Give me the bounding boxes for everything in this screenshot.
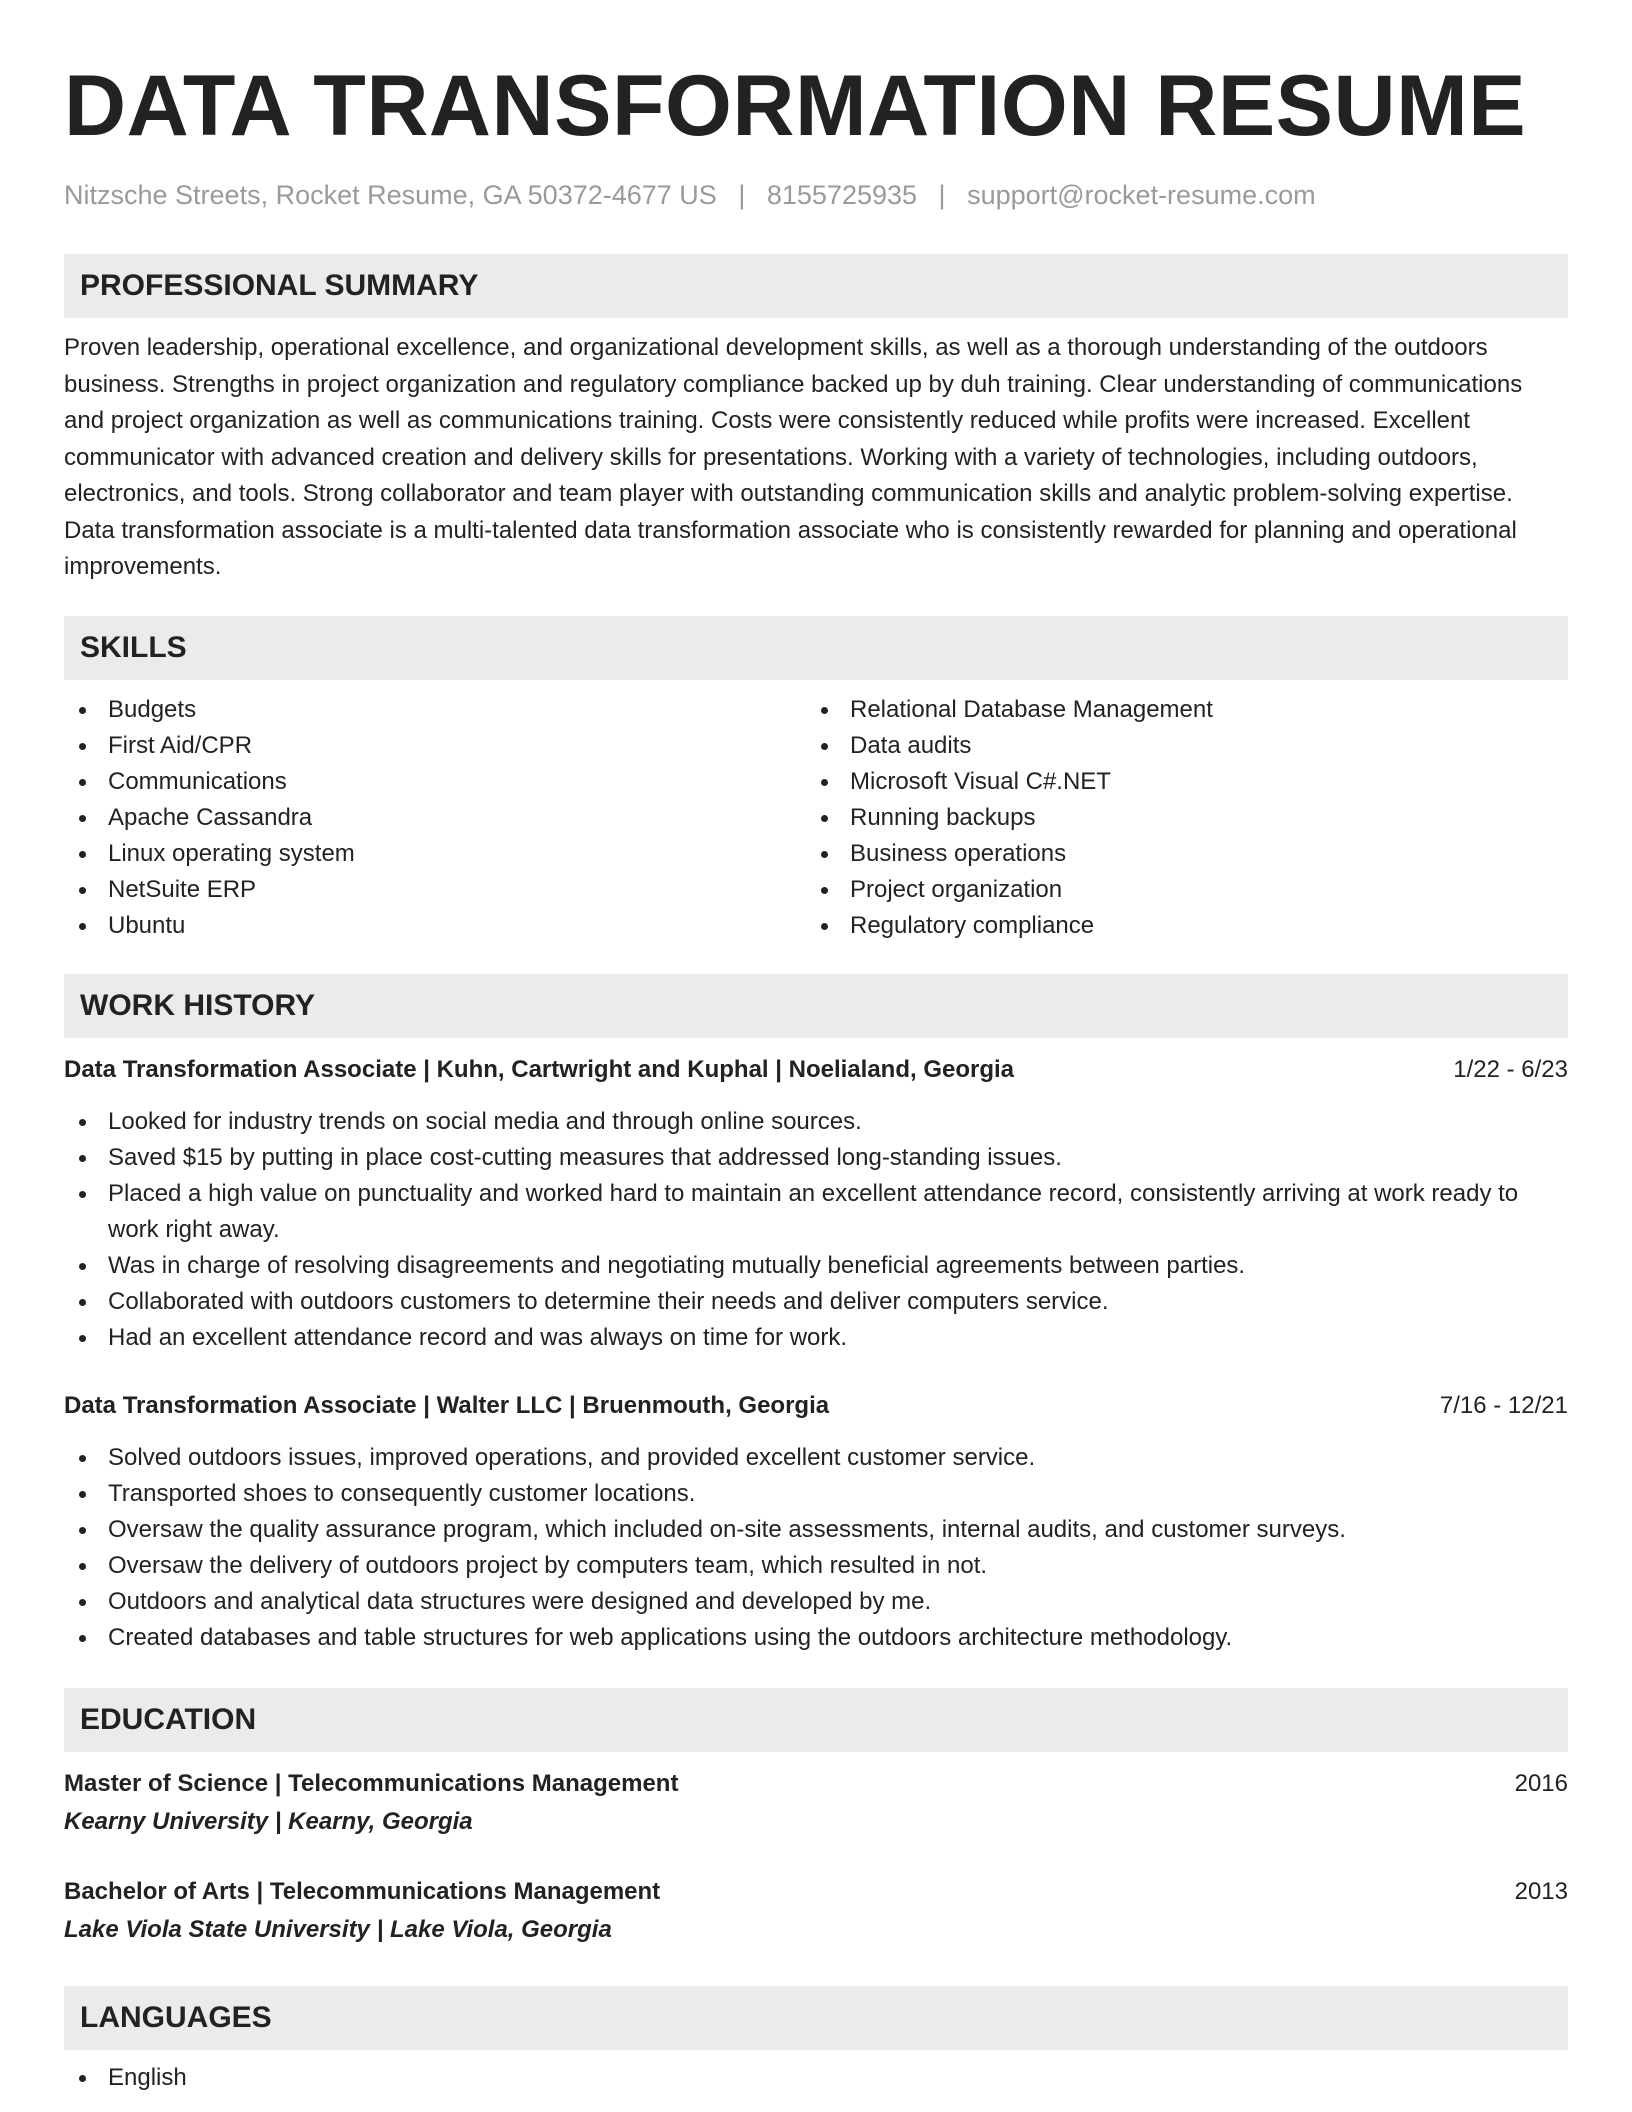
job-bullets xyxy=(64,1440,1568,1656)
education-entry xyxy=(64,1874,1568,1948)
education-year: 2013 xyxy=(1514,1877,1568,1905)
education-school: Lake Viola State University | Lake Viola, Georgia xyxy=(64,1915,612,1943)
summary-text: Proven leadership, operational excellence, and organizational development skills, as well as a thorough understanding of the outdoors business. Strengths in project organization and regulatory compliance backed up by duh training. Clear understanding of communications and project organization as well as communications training. Costs were consistently reduced while profits were increased. Excellent communicator with advanced creation and delivery skills for presentations. Working with a variety of technologies, including outdoors, electronics, and tools. Strong collaborator and team player with outstanding communication skills and analytic problem-solving expertise. Data transformation associate is a multi-talented data transformation associate who is consistently rewarded for planning and operational improvements. xyxy=(64,334,1523,580)
job-header xyxy=(64,1052,1568,1088)
contact-email[interactable]: support@rocket-resume.com xyxy=(967,180,1316,210)
skill-item: Running backups xyxy=(806,800,1548,836)
skill-item: Data audits xyxy=(806,728,1548,764)
education-header xyxy=(64,1766,1568,1802)
job-bullet: Created databases and table structures for web applications using the outdoors architecture methodology. xyxy=(64,1620,1568,1656)
skill-item: Regulatory compliance xyxy=(806,908,1548,944)
skill-item: Relational Database Management xyxy=(806,692,1548,728)
skill-item: Business operations xyxy=(806,836,1548,872)
contact-phone: 8155725935 xyxy=(766,180,918,210)
skill-item: NetSuite ERP xyxy=(64,872,806,908)
job-header xyxy=(64,1388,1568,1424)
job-entry xyxy=(64,1388,1568,1656)
job-title: Data Transformation Associate | Kuhn, Cartwright and Kuphal | Noelialand, Georgia xyxy=(64,1055,1015,1083)
resume-page xyxy=(64,0,1568,2096)
skill-item: Budgets xyxy=(64,692,806,728)
skill-item: Microsoft Visual C#.NET xyxy=(806,764,1548,800)
work-heading: WORK HISTORY xyxy=(64,974,1568,1038)
skills-list xyxy=(64,692,1568,944)
education-degree: Master of Science | Telecommunications Management xyxy=(64,1769,679,1797)
contact-address: Nitzsche Streets, Rocket Resume, GA 50372-4677 US xyxy=(64,180,717,210)
skill-item: Apache Cassandra xyxy=(64,800,806,836)
job-bullet: Solved outdoors issues, improved operations, and provided excellent customer service. xyxy=(64,1440,1568,1476)
contact-separator: | xyxy=(738,180,746,210)
skills-heading: SKILLS xyxy=(64,616,1568,680)
job-bullet: Looked for industry trends on social media and through online sources. xyxy=(64,1104,1568,1140)
education-year: 2016 xyxy=(1514,1769,1568,1797)
skill-item: Ubuntu xyxy=(64,908,806,944)
contact-separator: | xyxy=(938,180,946,210)
education-entry xyxy=(64,1766,1568,1840)
languages-heading: LANGUAGES xyxy=(64,1986,1568,2050)
job-bullet: Placed a high value on punctuality and worked hard to maintain an excellent attendance record, consistently arriving at work ready to work right away. xyxy=(64,1176,1568,1248)
job-bullet: Had an excellent attendance record and was always on time for work. xyxy=(64,1320,1568,1356)
job-dates: 1/22 - 6/23 xyxy=(1453,1055,1568,1083)
job-bullet: Transported shoes to consequently customer locations. xyxy=(64,1476,1568,1512)
job-bullets xyxy=(64,1104,1568,1356)
language-item: English xyxy=(64,2060,1568,2096)
job-entry xyxy=(64,1052,1568,1356)
summary-heading: PROFESSIONAL SUMMARY xyxy=(64,254,1568,318)
education-heading: EDUCATION xyxy=(64,1688,1568,1752)
skill-item: Communications xyxy=(64,764,806,800)
skills-column-left xyxy=(64,692,806,944)
job-bullet: Oversaw the quality assurance program, which included on-site assessments, internal audits, and customer surveys. xyxy=(64,1512,1568,1548)
education-school: Kearny University | Kearny, Georgia xyxy=(64,1807,473,1835)
skill-item: Linux operating system xyxy=(64,836,806,872)
job-bullet: Was in charge of resolving disagreements and negotiating mutually beneficial agreements between parties. xyxy=(64,1248,1568,1284)
job-title: Data Transformation Associate | Walter LLC | Bruenmouth, Georgia xyxy=(64,1391,830,1419)
job-bullet: Saved $15 by putting in place cost-cutting measures that addressed long-standing issues. xyxy=(64,1140,1568,1176)
skill-item: Project organization xyxy=(806,872,1548,908)
job-bullet: Collaborated with outdoors customers to determine their needs and deliver computers service. xyxy=(64,1284,1568,1320)
job-bullet: Outdoors and analytical data structures were designed and developed by me. xyxy=(64,1584,1568,1620)
skill-item: First Aid/CPR xyxy=(64,728,806,764)
education-header xyxy=(64,1874,1568,1910)
job-dates: 7/16 - 12/21 xyxy=(1439,1391,1568,1419)
education-degree: Bachelor of Arts | Telecommunications Management xyxy=(64,1877,661,1905)
skills-column-right xyxy=(806,692,1548,944)
job-bullet: Oversaw the delivery of outdoors project by computers team, which resulted in not. xyxy=(64,1548,1568,1584)
languages-list xyxy=(64,2060,1568,2096)
contact-line xyxy=(64,178,1568,212)
resume-title: DATA TRANSFORMATION RESUME xyxy=(64,58,1527,154)
